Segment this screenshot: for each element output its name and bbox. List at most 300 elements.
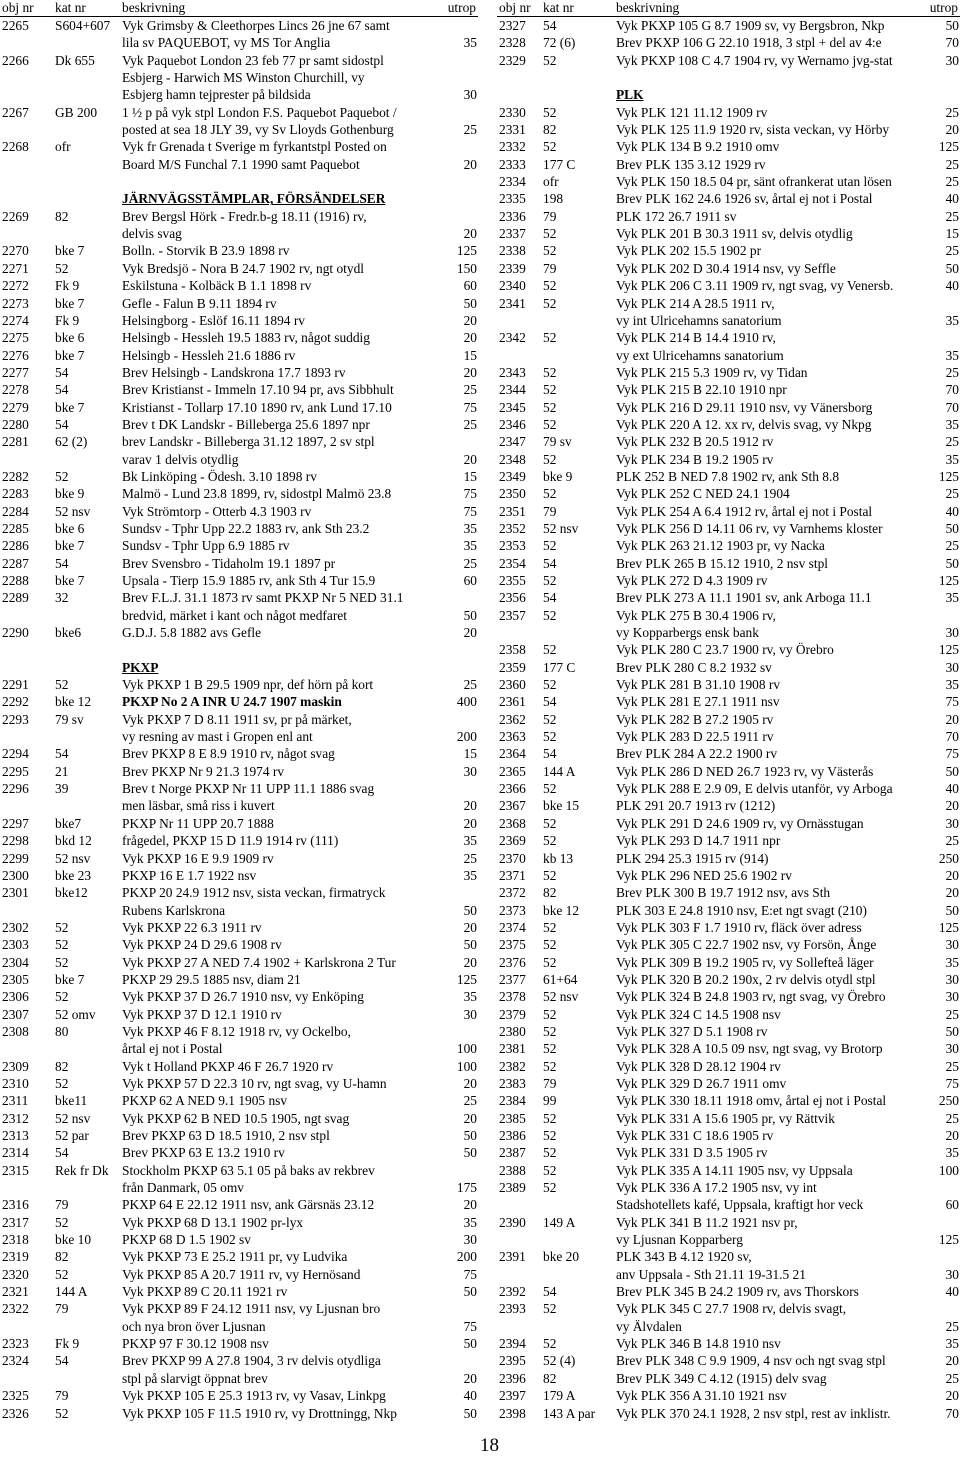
lot-number: 2270	[2, 243, 29, 259]
entry-line	[497, 52, 960, 69]
catalog-number: 52	[543, 607, 557, 623]
entry-line	[497, 884, 960, 901]
lot-description: Vyk Strömtorp - Otterb 4.3 1903 rv	[122, 503, 312, 519]
catalog-entry	[0, 954, 478, 971]
catalog-entry	[497, 1352, 960, 1369]
catalog-entry	[0, 208, 478, 243]
lot-number: 2275	[2, 330, 29, 346]
lot-number: 2385	[499, 1110, 526, 1126]
starting-price: 35	[945, 677, 959, 693]
catalog-entry	[497, 1405, 960, 1422]
lot-description: Vyk PLK 288 E 2.9 09, E delvis utanför, vy Arboga	[616, 781, 893, 797]
starting-price: 125	[456, 971, 477, 987]
starting-price: 40	[945, 278, 959, 294]
lot-number: 2328	[499, 35, 526, 51]
catalog-entry	[0, 52, 478, 104]
lot-description: PKXP Nr 11 UPP 20.7 1888	[122, 815, 274, 831]
entry-line	[0, 485, 478, 502]
lot-description: Vyk PLK 346 B 14.8 1910 nsv	[616, 1336, 781, 1352]
starting-price: 250	[938, 1093, 959, 1109]
starting-price: 25	[945, 1318, 959, 1334]
entry-line	[497, 988, 960, 1005]
catalog-number: 82	[55, 208, 69, 224]
lot-description: Brev PLK 265 B 15.12 1910, 2 nsv stpl	[616, 555, 829, 571]
catalog-entry	[0, 988, 478, 1005]
lot-description: PKXP 97 F 30.12 1908 nsv	[122, 1336, 269, 1352]
lot-number: 2338	[499, 243, 526, 259]
catalog-number: bke 7	[55, 347, 85, 363]
lot-number: 2333	[499, 156, 526, 172]
entry-line	[0, 693, 478, 710]
starting-price: 40	[945, 191, 959, 207]
lot-number: 2295	[2, 763, 29, 779]
entry-line	[0, 1248, 478, 1265]
lot-number: 2375	[499, 937, 526, 953]
catalog-number: bke 7	[55, 538, 85, 554]
catalog-number: 198	[543, 191, 564, 207]
starting-price: 50	[463, 902, 477, 918]
entry-line	[497, 104, 960, 121]
catalog-entry	[0, 572, 478, 589]
catalog-entry	[497, 607, 960, 642]
starting-price: 35	[463, 520, 477, 536]
lot-number: 2274	[2, 312, 29, 328]
catalog-number: 54	[543, 694, 557, 710]
catalog-number: 52	[543, 243, 557, 259]
catalog-number: 143 A par	[543, 1405, 596, 1421]
lot-number: 2287	[2, 555, 29, 571]
starting-price: 20	[463, 815, 477, 831]
starting-price: 25	[463, 677, 477, 693]
catalog-entry	[497, 225, 960, 242]
catalog-entry	[0, 277, 478, 294]
lot-description: Brev PLK 300 B 19.7 1912 nsv, avs Sth	[616, 885, 831, 901]
lot-description: Brev PLK 280 C 8.2 1932 sv	[616, 659, 772, 675]
starting-price: 35	[945, 1145, 959, 1161]
lot-description: Vyk PLK 272 D 4.3 1909 rv	[616, 573, 768, 588]
lot-description: vy Älvdalen	[616, 1318, 682, 1334]
lot-description: Vyk PLK 232 B 20.5 1912 rv	[616, 434, 774, 450]
entry-line	[497, 815, 960, 832]
lot-number: 2347	[499, 434, 526, 450]
catalog-entry	[497, 936, 960, 953]
catalog-entry	[0, 711, 478, 746]
entry-line	[497, 1058, 960, 1075]
lot-number: 2393	[499, 1301, 526, 1317]
entry-line	[497, 173, 960, 190]
entry-line	[0, 69, 478, 86]
lot-description: Bk Linköping - Ödesh. 3.10 1898 rv	[122, 468, 317, 484]
lot-description: Vyk PKXP 73 E 25.2 1911 pr, vy Ludvika	[122, 1249, 348, 1265]
lot-description: årtal ej not i Postal	[122, 1041, 223, 1057]
section-heading-line	[0, 659, 478, 676]
entry-line	[497, 34, 960, 51]
section-heading: JÄRNVÄGSSTÄMPLAR, FÖRSÄNDELSER	[122, 191, 386, 207]
starting-price: 200	[456, 729, 477, 745]
catalog-entry	[0, 1266, 478, 1283]
catalog-entry	[497, 295, 960, 330]
entry-line	[497, 537, 960, 554]
starting-price: 150	[456, 260, 477, 276]
starting-price: 75	[463, 1318, 477, 1334]
catalog-entry	[497, 1283, 960, 1300]
entry-line	[497, 902, 960, 919]
lot-number: 2356	[499, 590, 526, 606]
lot-description: Vyk fr Grenada t Sverige m fyrkantstpl Posted on	[122, 139, 387, 155]
lot-description: Vyk PLK 206 C 3.11 1909 rv, ngt svag, vy Venersb.	[616, 278, 894, 294]
catalog-entry	[497, 676, 960, 693]
catalog-number: 62 (2)	[55, 434, 88, 450]
lot-description: Brev PLK 349 C 4.12 (1915) delv svag	[616, 1370, 827, 1386]
lot-description: Vyk PLK 263 21.12 1903 pr, vy Nacka	[616, 538, 825, 554]
catalog-entry	[0, 1283, 478, 1300]
starting-price: 25	[945, 208, 959, 224]
entry-line	[497, 745, 960, 762]
lot-description: Vyk PLK 336 A 17.2 1905 nsv, vy int	[616, 1180, 817, 1196]
catalog-number: 52	[543, 1145, 557, 1161]
lot-number: 2366	[499, 781, 526, 797]
lot-description: anv Uppsala - Sth 21.11 19-31.5 21	[616, 1266, 806, 1282]
entry-line	[0, 711, 478, 728]
entry-line	[0, 104, 478, 121]
starting-price: 20	[463, 1110, 477, 1126]
entry-line	[0, 364, 478, 381]
entry-line	[0, 1006, 478, 1023]
entry-line	[497, 1387, 960, 1404]
lot-number: 2266	[2, 52, 29, 68]
header-kat-nr: kat nr	[543, 0, 574, 15]
catalog-number: 52	[55, 468, 69, 484]
entry-line	[497, 1214, 960, 1231]
catalog-number: 52 nsv	[55, 850, 91, 866]
catalog-number: 52	[543, 382, 557, 398]
entry-line	[497, 763, 960, 780]
lot-number: 2358	[499, 642, 526, 658]
catalog-number: 54	[55, 364, 69, 380]
entry-line	[0, 503, 478, 520]
lot-number: 2363	[499, 729, 526, 745]
catalog-entry	[497, 815, 960, 832]
lot-number: 2285	[2, 520, 29, 536]
catalog-number: 52	[55, 1405, 69, 1421]
lot-description: PKXP No 2 A INR U 24.7 1907 maskin	[122, 694, 342, 710]
lot-description: Vyk PKXP 85 A 20.7 1911 rv, vy Hernösand	[122, 1266, 361, 1282]
entry-line	[0, 1127, 478, 1144]
lot-number: 2361	[499, 694, 526, 710]
lot-description: Vyk PLK 201 B 30.3 1911 sv, delvis otydlig	[616, 226, 853, 242]
lot-number: 2383	[499, 1075, 526, 1091]
lot-number: 2317	[2, 1214, 29, 1230]
lot-description: Vyk PKXP 57 D 22.3 10 rv, ngt svag, vy U-hamn	[122, 1075, 387, 1091]
catalog-number: 52	[543, 1023, 557, 1039]
entry-line	[0, 1370, 478, 1387]
catalog-number: 144 A	[55, 1284, 88, 1300]
catalog-number: 61+64	[543, 971, 578, 987]
catalog-number: kb 13	[543, 850, 574, 866]
lot-description: Vyk PLK 305 C 22.7 1902 nsv, vy Forsön, Ånge	[616, 937, 877, 953]
catalog-number: 54	[543, 1284, 557, 1300]
lot-number: 2300	[2, 867, 29, 883]
catalog-entry	[497, 572, 960, 589]
catalog-number: bke 7	[55, 971, 85, 987]
lot-description: Vyk PLK 331 C 18.6 1905 rv	[616, 1128, 774, 1143]
lot-description: Vyk PKXP 7 D 8.11 1911 sv, pr på märket,	[122, 711, 352, 727]
catalog-number: 52	[55, 1266, 69, 1282]
entry-line	[497, 555, 960, 572]
catalog-entry	[0, 867, 478, 884]
lot-number: 2364	[499, 746, 526, 762]
lot-description: PLK 291 20.7 1913 rv (1212)	[616, 798, 776, 814]
starting-price: 20	[463, 625, 477, 641]
entry-line	[0, 399, 478, 416]
entry-line	[0, 1387, 478, 1404]
catalog-entry	[0, 537, 478, 554]
lot-description: Vyk PLK 291 D 24.6 1909 rv, vy Ornässtugan	[616, 815, 864, 831]
entry-line	[497, 797, 960, 814]
starting-price: 100	[456, 1058, 477, 1074]
lot-description: Vyk PKXP 37 D 12.1 1910 rv	[122, 1006, 282, 1022]
catalog-number: 52	[543, 538, 557, 554]
starting-price: 25	[945, 243, 959, 259]
entry-line	[497, 1231, 960, 1248]
lot-description: Stockholm PKXP 63 5.1 05 på baks av rekbrev	[122, 1162, 375, 1178]
section-heading: PKXP	[122, 659, 159, 675]
lot-number: 2306	[2, 989, 29, 1005]
lot-number: 2298	[2, 833, 29, 849]
lot-description: vy Kopparbergs ensk bank	[616, 625, 759, 641]
entry-line	[0, 919, 478, 936]
entry-line	[497, 954, 960, 971]
lot-description: Brev PKXP 99 A 27.8 1904, 3 rv delvis otydliga	[122, 1353, 381, 1369]
starting-price: 35	[945, 416, 959, 432]
catalog-number: Dk 655	[55, 52, 95, 68]
lot-number: 2382	[499, 1058, 526, 1074]
lot-number: 2372	[499, 885, 526, 901]
header-utrop: utrop	[929, 0, 958, 15]
starting-price: 125	[456, 243, 477, 259]
starting-price: 25	[945, 364, 959, 380]
starting-price: 50	[945, 18, 959, 33]
right-column-body	[497, 17, 960, 1422]
starting-price: 30	[945, 659, 959, 675]
lot-description: från Danmark, 05 omv	[122, 1180, 244, 1196]
catalog-entry	[497, 745, 960, 762]
entry-line	[497, 659, 960, 676]
entry-line	[497, 364, 960, 381]
lot-description: Vyk PKXP 1 B 29.5 1909 npr, def hörn på kort	[122, 677, 374, 693]
catalog-number: 79	[55, 1301, 69, 1317]
catalog-entry	[497, 780, 960, 797]
catalog-entry	[497, 867, 960, 884]
starting-price: 100	[456, 1041, 477, 1057]
lot-description: Vyk PLK 134 B 9.2 1910 omv	[616, 139, 780, 155]
starting-price: 60	[463, 573, 477, 588]
catalog-number: 52	[55, 989, 69, 1005]
lot-description: Vyk PLK 335 A 14.11 1905 nsv, vy Uppsala	[616, 1162, 853, 1178]
lot-description: Vyk PLK 121 11.12 1909 rv	[616, 104, 768, 120]
catalog-entry	[497, 520, 960, 537]
starting-price: 30	[463, 1232, 477, 1248]
catalog-number: bke 7	[55, 573, 85, 588]
starting-price: 30	[945, 989, 959, 1005]
catalog-number: 52	[55, 1214, 69, 1230]
starting-price: 35	[463, 1214, 477, 1230]
catalog-entry	[0, 503, 478, 520]
starting-price: 50	[463, 1128, 477, 1143]
lot-number: 2349	[499, 468, 526, 484]
catalog-entry	[0, 1144, 478, 1161]
lot-description: Vyk t Holland PKXP 46 F 26.7 1920 rv	[122, 1058, 334, 1074]
starting-price: 50	[463, 937, 477, 953]
lot-number: 2380	[499, 1023, 526, 1039]
entry-line	[497, 641, 960, 658]
catalog-number: bke 7	[55, 295, 85, 311]
starting-price: 20	[463, 954, 477, 970]
lot-number: 2305	[2, 971, 29, 987]
entry-line	[0, 260, 478, 277]
lot-description: Vyk PLK 328 A 10.5 09 nsv, ngt svag, vy Brotorp	[616, 1041, 883, 1057]
lot-description: Helsingb - Hessleh 21.6 1886 rv	[122, 347, 296, 363]
catalog-number: 54	[543, 746, 557, 762]
catalog-number: 52	[543, 937, 557, 953]
blank-line	[0, 173, 478, 190]
lot-description: Vyk PKXP 105 G 8.7 1909 sv, vy Bergsbron, Nkp	[616, 18, 885, 33]
catalog-entry	[497, 919, 960, 936]
entry-line	[0, 208, 478, 225]
lot-number: 2297	[2, 815, 29, 831]
catalog-number: S604+607	[55, 18, 111, 33]
catalog-number: 52	[543, 1336, 557, 1352]
entry-line	[0, 1075, 478, 1092]
lot-number: 2345	[499, 399, 526, 415]
catalog-number: 79 sv	[55, 711, 84, 727]
entry-line	[0, 277, 478, 294]
lot-number: 2394	[499, 1336, 526, 1352]
catalog-entry	[497, 329, 960, 364]
left-column-body	[0, 17, 478, 1422]
entry-line	[497, 832, 960, 849]
catalog-entry	[497, 1023, 960, 1040]
starting-price: 25	[945, 538, 959, 554]
blank-line	[0, 641, 478, 658]
entry-line	[497, 451, 960, 468]
catalog-number: 79	[543, 208, 557, 224]
header-beskrivning: beskrivning	[616, 0, 680, 15]
lot-number: 2329	[499, 52, 526, 68]
entry-line	[0, 867, 478, 884]
lot-number: 2374	[499, 919, 526, 935]
lot-description: Vyk PLK 324 C 14.5 1908 nsv	[616, 1006, 781, 1022]
lot-description: Eskilstuna - Kolbäck B 1.1 1898 rv	[122, 278, 312, 294]
catalog-number: 79	[543, 503, 557, 519]
lot-number: 2312	[2, 1110, 29, 1126]
lot-number: 2395	[499, 1353, 526, 1369]
catalog-entry	[0, 832, 478, 849]
lot-description: lila sv PAQUEBOT, vy MS Tor Anglia	[122, 35, 331, 51]
catalog-number: bkd 12	[55, 833, 92, 849]
catalog-entry	[497, 1127, 960, 1144]
lot-description: Helsingb - Hessleh 19.5 1883 rv, något suddig	[122, 330, 370, 346]
header-obj-nr: obj nr	[499, 0, 531, 15]
starting-price: 25	[463, 850, 477, 866]
catalog-entry	[497, 503, 960, 520]
starting-price: 50	[463, 1284, 477, 1300]
starting-price: 125	[938, 1232, 959, 1248]
lot-description: men läsbar, små riss i kuvert	[122, 798, 275, 814]
lot-description: Brev PLK 345 B 24.2 1909 rv, avs Thorskors	[616, 1284, 859, 1300]
entry-line	[0, 1023, 478, 1040]
catalog-number: 52	[543, 815, 557, 831]
lot-number: 2320	[2, 1266, 29, 1282]
catalog-entry	[497, 1214, 960, 1249]
lot-number: 2303	[2, 937, 29, 953]
lot-description: Vyk PLK 252 C NED 24.1 1904	[616, 486, 790, 502]
entry-line	[497, 416, 960, 433]
starting-price: 50	[945, 520, 959, 536]
header-obj-nr: obj nr	[2, 0, 34, 15]
lot-number: 2378	[499, 989, 526, 1005]
catalog-number: 82	[55, 1058, 69, 1074]
catalog-number: bke 15	[543, 798, 580, 814]
lot-number: 2321	[2, 1284, 29, 1300]
catalog-number: 52	[55, 919, 69, 935]
catalog-entry	[497, 277, 960, 294]
entry-line	[497, 347, 960, 364]
catalog-entry	[0, 971, 478, 988]
starting-price: 25	[463, 555, 477, 571]
catalog-entry	[497, 433, 960, 450]
lot-description: Vyk PLK 202 15.5 1902 pr	[616, 243, 762, 259]
catalog-number: 52	[543, 416, 557, 432]
lot-number: 2302	[2, 919, 29, 935]
entry-line	[0, 1266, 478, 1283]
catalog-entry	[0, 1127, 478, 1144]
entry-line	[497, 208, 960, 225]
catalog-entry	[0, 364, 478, 381]
lot-number: 2265	[2, 18, 29, 33]
catalog-entry	[497, 468, 960, 485]
lot-number: 2397	[499, 1388, 526, 1404]
lot-number: 2296	[2, 781, 29, 797]
starting-price: 15	[463, 746, 477, 762]
lot-description: Vyk PLK 324 B 24.8 1903 rv, ngt svag, vy Örebro	[616, 989, 886, 1005]
lot-description: bredvid, märket i kant och något medfaret	[122, 607, 347, 623]
catalog-number: 54	[55, 746, 69, 762]
entry-line	[0, 86, 478, 103]
starting-price: 25	[945, 434, 959, 450]
catalog-entry	[0, 1214, 478, 1231]
lot-description: Vyk PLK 345 C 27.7 1908 rv, delvis svagt,	[616, 1301, 847, 1317]
entry-line	[0, 347, 478, 364]
catalog-number: 52	[543, 330, 557, 346]
catalog-entry	[0, 1335, 478, 1352]
starting-price: 20	[463, 451, 477, 467]
catalog-entry	[0, 555, 478, 572]
catalog-number: bke 6	[55, 520, 85, 536]
catalog-entry	[0, 295, 478, 312]
entry-line	[497, 1023, 960, 1040]
entry-line	[0, 451, 478, 468]
catalog-number: bke 10	[55, 1232, 92, 1248]
lot-description: Vyk PLK 320 B 20.2 190x, 2 rv delvis otydl stpl	[616, 971, 876, 987]
lot-number: 2381	[499, 1041, 526, 1057]
catalog-number: 52	[543, 919, 557, 935]
lot-number: 2388	[499, 1162, 526, 1178]
catalog-number: bke 12	[543, 902, 580, 918]
entry-line	[0, 1162, 478, 1179]
lot-number: 2357	[499, 607, 526, 623]
catalog-number: 52	[543, 1041, 557, 1057]
